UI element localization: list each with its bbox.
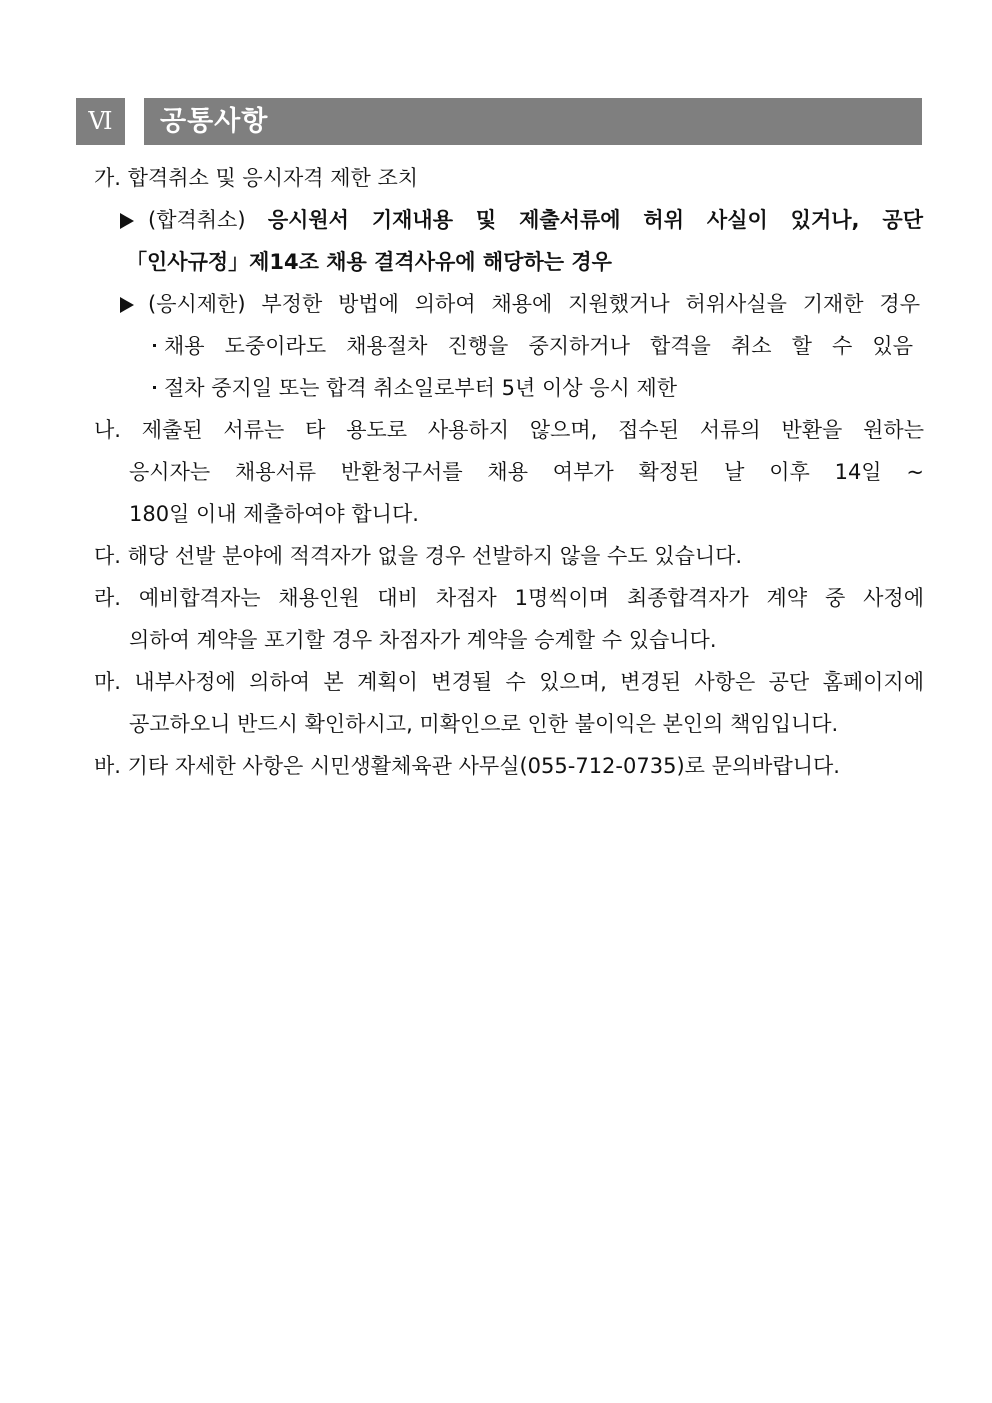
item-a-restrict-sub2-text: 절차 중지일 또는 합격 취소일로부터 5년 이상 응시 제한 [164,376,678,400]
item-a-restrict-sub2 [153,373,677,403]
item-a-cancel-tag: (합격취소) [148,208,246,232]
item-b-line1: 나. 제출된 서류는 타 용도로 사용하지 않으며, 접수된 서류의 반환을 원하는 [94,418,924,442]
middle-dot-icon [153,344,156,347]
item-a-cancel-line2: 「인사규정」제14조 채용 결격사유에 해당하는 경우 [126,250,612,274]
section-title-bar [144,98,922,145]
item-c-line1: 다. 해당 선발 분야에 적격자가 없을 경우 선발하지 않을 수도 있습니다. [94,544,743,568]
item-a-restrict-sub1-text: 채용 도중이라도 채용절차 진행을 중지하거나 합격을 취소 할 수 있음 [164,334,913,358]
triangle-bullet-icon [120,297,134,313]
item-b-line2: 응시자는 채용서류 반환청구서를 채용 여부가 확정된 날 이후 14일 ~ [129,460,924,484]
section-title: 공통사항 [160,106,269,137]
item-e-line2: 공고하오니 반드시 확인하시고, 미확인으로 인한 불이익은 본인의 책임입니다. [129,712,839,736]
item-a-label: 가. 합격취소 및 응시자격 제한 조치 [94,166,419,190]
middle-dot-icon [153,386,156,389]
triangle-bullet-icon [120,213,134,229]
item-e-line1: 마. 내부사정에 의하여 본 계획이 변경될 수 있으며, 변경된 사항은 공단 홈페이지에 [94,670,924,694]
item-a-cancel-text: 응시원서 기재내용 및 제출서류에 허위 사실이 있거나, 공단 [267,208,923,232]
item-d-line2: 의하여 계약을 포기할 경우 차점자가 계약을 승계할 수 있습니다. [129,628,717,652]
section-header [76,98,922,145]
item-a-cancel-line1 [120,205,923,235]
item-f-line1: 바. 기타 자세한 사항은 시민생활체육관 사무실(055-712-0735)로 문의바랍니다. [94,754,840,778]
item-b-line3: 180일 이내 제출하여야 합니다. [129,502,419,526]
item-a-restrict-sub1 [153,331,913,361]
item-a-restrict-text: (응시제한) 부정한 방법에 의하여 채용에 지원했거나 허위사실을 기재한 경우 [148,292,920,316]
item-d-line1: 라. 예비합격자는 채용인원 대비 차점자 1명씩이며 최종합격자가 계약 중 사정에 [94,586,924,610]
item-a-restrict [120,289,920,319]
section-number: Ⅵ [76,98,125,145]
